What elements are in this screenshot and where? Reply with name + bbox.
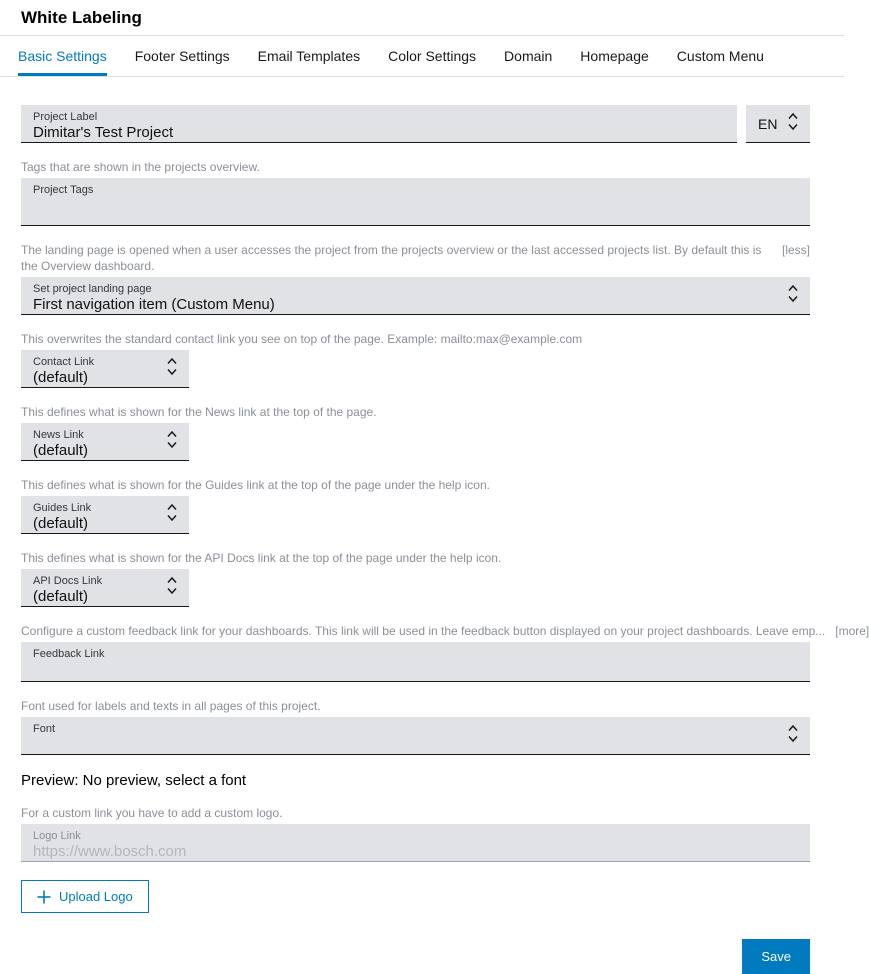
news-link-select[interactable] xyxy=(21,423,189,461)
tab-domain[interactable]: Domain xyxy=(504,47,553,64)
news-link-helper: This defines what is shown for the News link at the top of the page. xyxy=(21,405,377,419)
logo-link-label: Logo Link xyxy=(33,830,81,842)
chevron-updown-icon xyxy=(787,110,799,137)
news-link-value: (default) xyxy=(33,442,89,459)
less-link[interactable]: [less] xyxy=(781,243,810,257)
tab-footer-settings[interactable]: Footer Settings xyxy=(134,47,230,64)
contact-link-select[interactable] xyxy=(21,350,189,388)
font-helper: Font used for labels and texts in all pages of this project. xyxy=(21,699,321,713)
api-docs-link-value: (default) xyxy=(33,588,89,605)
more-link[interactable]: [more] xyxy=(835,624,869,638)
logo-link-input xyxy=(33,843,778,861)
landing-page-select[interactable] xyxy=(21,277,810,315)
save-row xyxy=(21,939,810,974)
guides-link-select[interactable] xyxy=(21,496,189,534)
news-link-section xyxy=(21,404,810,461)
guides-link-helper: This defines what is shown for the Guides link at the top of the page under the help icon. xyxy=(21,478,490,492)
font-select[interactable] xyxy=(21,717,810,755)
plus-icon xyxy=(37,890,51,904)
font-label: Font xyxy=(33,723,56,735)
chevron-updown-icon xyxy=(166,428,178,455)
tab-email-templates[interactable]: Email Templates xyxy=(257,47,361,64)
landing-page-label: Set project landing page xyxy=(33,283,152,295)
chevron-updown-icon xyxy=(166,355,178,382)
project-label-field[interactable] xyxy=(21,105,737,143)
project-label-input[interactable] xyxy=(33,124,705,142)
feedback-link-section xyxy=(21,623,869,682)
api-docs-link-select[interactable] xyxy=(21,569,189,607)
tab-custom-menu[interactable]: Custom Menu xyxy=(676,47,764,64)
landing-page-value: First navigation item (Custom Menu) xyxy=(33,296,275,313)
landing-page-section xyxy=(21,242,810,315)
contact-link-label: Contact Link xyxy=(33,356,95,368)
api-docs-link-section xyxy=(21,550,810,607)
api-docs-link-label: API Docs Link xyxy=(33,575,103,587)
guides-link-value: (default) xyxy=(33,515,89,532)
landing-page-helper: The landing page is opened when a user accesses the project from the projects overview or the last accessed projects list. By default this is the Overview dashboard. xyxy=(21,243,762,273)
chevron-updown-icon xyxy=(787,722,799,749)
tabbar xyxy=(0,36,844,77)
save-button[interactable]: Save xyxy=(742,939,810,974)
news-link-label: News Link xyxy=(33,429,84,441)
guides-link-section xyxy=(21,477,810,534)
feedback-link-helper-row xyxy=(21,623,869,639)
tab-color-settings[interactable]: Color Settings xyxy=(388,47,477,64)
font-preview-text: Preview: No preview, select a font xyxy=(21,772,247,789)
feedback-link-field[interactable] xyxy=(21,642,810,682)
chevron-updown-icon xyxy=(166,501,178,528)
contact-link-helper: This overwrites the standard contact link you see on top of the page. Example: mailto:max@example.com xyxy=(21,332,583,346)
language-select[interactable] xyxy=(746,105,810,143)
project-label-row xyxy=(21,105,810,143)
contact-link-value: (default) xyxy=(33,369,89,386)
page-header xyxy=(0,0,844,36)
landing-page-helper-row xyxy=(21,242,810,274)
contact-link-section xyxy=(21,331,810,388)
chevron-updown-icon xyxy=(166,574,178,601)
api-docs-link-helper: This defines what is shown for the API Docs link at the top of the page under the help icon. xyxy=(21,551,502,565)
font-section xyxy=(21,698,810,755)
logo-link-helper: For a custom link you have to add a custom logo. xyxy=(21,806,283,820)
language-value: EN xyxy=(758,115,778,132)
tab-homepage[interactable]: Homepage xyxy=(580,47,649,64)
page-title: White Labeling xyxy=(21,8,142,27)
logo-link-field xyxy=(21,824,810,862)
upload-logo-label: Upload Logo xyxy=(59,889,133,904)
feedback-link-label: Feedback Link xyxy=(33,648,105,660)
project-tags-helper: Tags that are shown in the projects overview. xyxy=(21,160,260,174)
project-tags-field[interactable] xyxy=(21,178,810,226)
basic-settings-panel xyxy=(21,77,869,974)
chevron-updown-icon xyxy=(787,282,799,309)
guides-link-label: Guides Link xyxy=(33,502,92,514)
project-tags-section xyxy=(21,159,810,226)
upload-logo-button[interactable] xyxy=(21,880,149,913)
project-tags-label: Project Tags xyxy=(33,184,94,196)
tab-basic-settings[interactable]: Basic Settings xyxy=(18,36,107,76)
feedback-link-helper: Configure a custom feedback link for your dashboards. This link will be used in the feedback button displayed on your project dashboards. Leave emp... xyxy=(21,624,826,638)
logo-link-section xyxy=(21,805,810,862)
project-label-label: Project Label xyxy=(33,111,98,123)
